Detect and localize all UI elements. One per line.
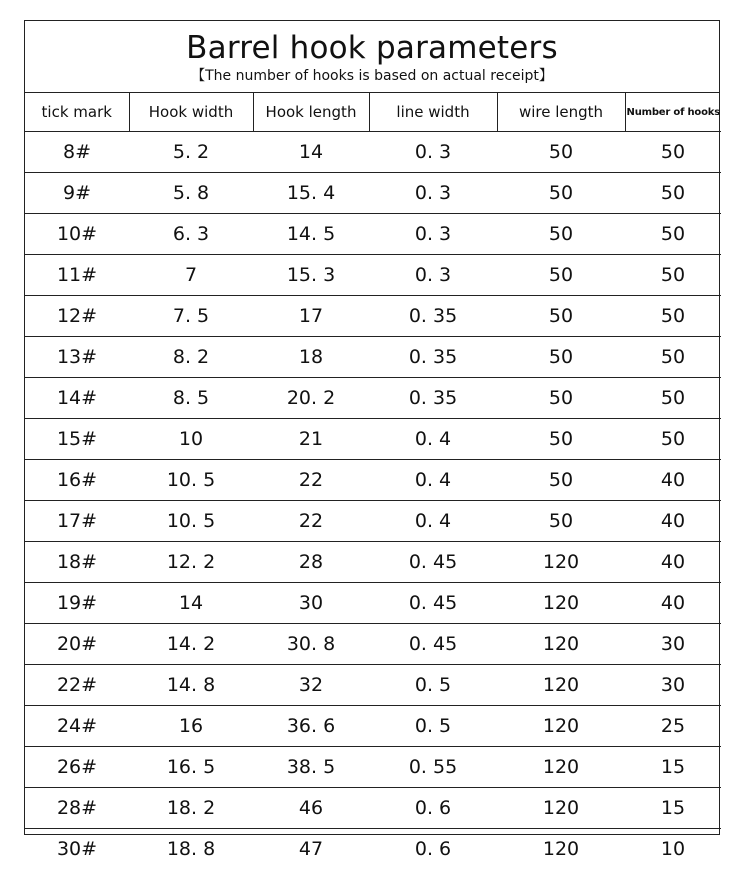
wire-length-cell: 50 — [497, 419, 625, 460]
number-of-hooks-cell: 15 — [625, 747, 721, 788]
hook-width-cell: 18. 2 — [129, 788, 253, 829]
tick-mark-cell: 17# — [25, 501, 129, 542]
hook-length-cell: 21 — [253, 419, 369, 460]
wire-length-cell: 120 — [497, 624, 625, 665]
hook-width-cell: 14. 8 — [129, 665, 253, 706]
tick-mark-cell: 16# — [25, 460, 129, 501]
header-number-of-hooks: Number of hooks — [625, 93, 721, 132]
wire-length-cell: 50 — [497, 501, 625, 542]
hook-width-cell: 16. 5 — [129, 747, 253, 788]
table-row — [25, 255, 721, 296]
tick-mark-cell: 14# — [25, 378, 129, 419]
hook-length-cell: 20. 2 — [253, 378, 369, 419]
tick-mark-cell: 22# — [25, 665, 129, 706]
table-row — [25, 173, 721, 214]
line-width-cell: 0. 45 — [369, 542, 497, 583]
number-of-hooks-cell: 50 — [625, 173, 721, 214]
table-row — [25, 624, 721, 665]
hook-length-cell: 14. 5 — [253, 214, 369, 255]
hook-width-cell: 7 — [129, 255, 253, 296]
table-row — [25, 706, 721, 747]
line-width-cell: 0. 4 — [369, 460, 497, 501]
hook-width-cell: 8. 2 — [129, 337, 253, 378]
table-row — [25, 665, 721, 706]
line-width-cell: 0. 35 — [369, 337, 497, 378]
line-width-cell: 0. 4 — [369, 419, 497, 460]
tick-mark-cell: 8# — [25, 132, 129, 173]
hook-width-cell: 10. 5 — [129, 460, 253, 501]
table-row — [25, 460, 721, 501]
number-of-hooks-cell: 50 — [625, 132, 721, 173]
number-of-hooks-cell: 15 — [625, 788, 721, 829]
wire-length-cell: 120 — [497, 788, 625, 829]
hook-length-cell: 22 — [253, 460, 369, 501]
table-row — [25, 337, 721, 378]
table-row — [25, 378, 721, 419]
number-of-hooks-cell: 40 — [625, 583, 721, 624]
header-wire-length: wire length — [497, 93, 625, 132]
wire-length-cell: 50 — [497, 173, 625, 214]
hook-length-cell: 22 — [253, 501, 369, 542]
hook-length-cell: 15. 3 — [253, 255, 369, 296]
hook-width-cell: 10. 5 — [129, 501, 253, 542]
line-width-cell: 0. 4 — [369, 501, 497, 542]
wire-length-cell: 50 — [497, 460, 625, 501]
wire-length-cell: 120 — [497, 583, 625, 624]
wire-length-cell: 50 — [497, 378, 625, 419]
hook-width-cell: 16 — [129, 706, 253, 747]
title-block — [25, 21, 719, 93]
table-row — [25, 296, 721, 337]
hook-width-cell: 5. 8 — [129, 173, 253, 214]
line-width-cell: 0. 5 — [369, 665, 497, 706]
table-row — [25, 542, 721, 583]
number-of-hooks-cell: 40 — [625, 501, 721, 542]
table-row — [25, 788, 721, 829]
table-body — [25, 132, 721, 869]
tick-mark-cell: 26# — [25, 747, 129, 788]
hook-length-cell: 38. 5 — [253, 747, 369, 788]
wire-length-cell: 50 — [497, 214, 625, 255]
wire-length-cell: 50 — [497, 337, 625, 378]
line-width-cell: 0. 3 — [369, 255, 497, 296]
hook-width-cell: 12. 2 — [129, 542, 253, 583]
hook-width-cell: 5. 2 — [129, 132, 253, 173]
hook-length-cell: 30 — [253, 583, 369, 624]
tick-mark-cell: 19# — [25, 583, 129, 624]
hook-length-cell: 15. 4 — [253, 173, 369, 214]
line-width-cell: 0. 45 — [369, 624, 497, 665]
line-width-cell: 0. 35 — [369, 296, 497, 337]
hook-width-cell: 6. 3 — [129, 214, 253, 255]
number-of-hooks-cell: 30 — [625, 624, 721, 665]
wire-length-cell: 120 — [497, 542, 625, 583]
tick-mark-cell: 28# — [25, 788, 129, 829]
line-width-cell: 0. 3 — [369, 132, 497, 173]
hook-width-cell: 8. 5 — [129, 378, 253, 419]
tick-mark-cell: 13# — [25, 337, 129, 378]
number-of-hooks-cell: 50 — [625, 419, 721, 460]
tick-mark-cell: 9# — [25, 173, 129, 214]
table-row — [25, 583, 721, 624]
hook-length-cell: 17 — [253, 296, 369, 337]
hook-length-cell: 36. 6 — [253, 706, 369, 747]
number-of-hooks-cell: 50 — [625, 296, 721, 337]
line-width-cell: 0. 5 — [369, 706, 497, 747]
parameter-sheet — [24, 20, 720, 835]
number-of-hooks-cell: 30 — [625, 665, 721, 706]
number-of-hooks-cell: 50 — [625, 378, 721, 419]
header-hook-width: Hook width — [129, 93, 253, 132]
hook-length-cell: 47 — [253, 829, 369, 869]
wire-length-cell: 50 — [497, 255, 625, 296]
wire-length-cell: 50 — [497, 296, 625, 337]
number-of-hooks-cell: 40 — [625, 542, 721, 583]
number-of-hooks-cell: 25 — [625, 706, 721, 747]
wire-length-cell: 120 — [497, 665, 625, 706]
tick-mark-cell: 24# — [25, 706, 129, 747]
page-subtitle: 【The number of hooks is based on actual receipt】 — [25, 67, 719, 85]
hook-width-cell: 7. 5 — [129, 296, 253, 337]
hook-length-cell: 30. 8 — [253, 624, 369, 665]
line-width-cell: 0. 3 — [369, 214, 497, 255]
tick-mark-cell: 20# — [25, 624, 129, 665]
table-row — [25, 132, 721, 173]
number-of-hooks-cell: 50 — [625, 337, 721, 378]
header-hook-length: Hook length — [253, 93, 369, 132]
line-width-cell: 0. 35 — [369, 378, 497, 419]
tick-mark-cell: 30# — [25, 829, 129, 869]
header-line-width: line width — [369, 93, 497, 132]
tick-mark-cell: 10# — [25, 214, 129, 255]
hook-length-cell: 46 — [253, 788, 369, 829]
table-row — [25, 501, 721, 542]
line-width-cell: 0. 6 — [369, 829, 497, 869]
line-width-cell: 0. 3 — [369, 173, 497, 214]
hook-width-cell: 14 — [129, 583, 253, 624]
line-width-cell: 0. 6 — [369, 788, 497, 829]
hook-width-cell: 14. 2 — [129, 624, 253, 665]
parameter-table — [25, 93, 721, 869]
table-row — [25, 214, 721, 255]
wire-length-cell: 120 — [497, 706, 625, 747]
hook-width-cell: 10 — [129, 419, 253, 460]
wire-length-cell: 50 — [497, 132, 625, 173]
number-of-hooks-cell: 50 — [625, 214, 721, 255]
wire-length-cell: 120 — [497, 747, 625, 788]
header-tick-mark: tick mark — [25, 93, 129, 132]
wire-length-cell: 120 — [497, 829, 625, 869]
table-row — [25, 747, 721, 788]
hook-width-cell: 18. 8 — [129, 829, 253, 869]
line-width-cell: 0. 45 — [369, 583, 497, 624]
hook-length-cell: 28 — [253, 542, 369, 583]
tick-mark-cell: 11# — [25, 255, 129, 296]
page-title: Barrel hook parameters — [25, 21, 719, 67]
line-width-cell: 0. 55 — [369, 747, 497, 788]
table-row — [25, 829, 721, 869]
hook-length-cell: 18 — [253, 337, 369, 378]
hook-length-cell: 14 — [253, 132, 369, 173]
tick-mark-cell: 15# — [25, 419, 129, 460]
number-of-hooks-cell: 10 — [625, 829, 721, 869]
tick-mark-cell: 18# — [25, 542, 129, 583]
tick-mark-cell: 12# — [25, 296, 129, 337]
table-row — [25, 419, 721, 460]
hook-length-cell: 32 — [253, 665, 369, 706]
number-of-hooks-cell: 50 — [625, 255, 721, 296]
header-row — [25, 93, 721, 132]
number-of-hooks-cell: 40 — [625, 460, 721, 501]
